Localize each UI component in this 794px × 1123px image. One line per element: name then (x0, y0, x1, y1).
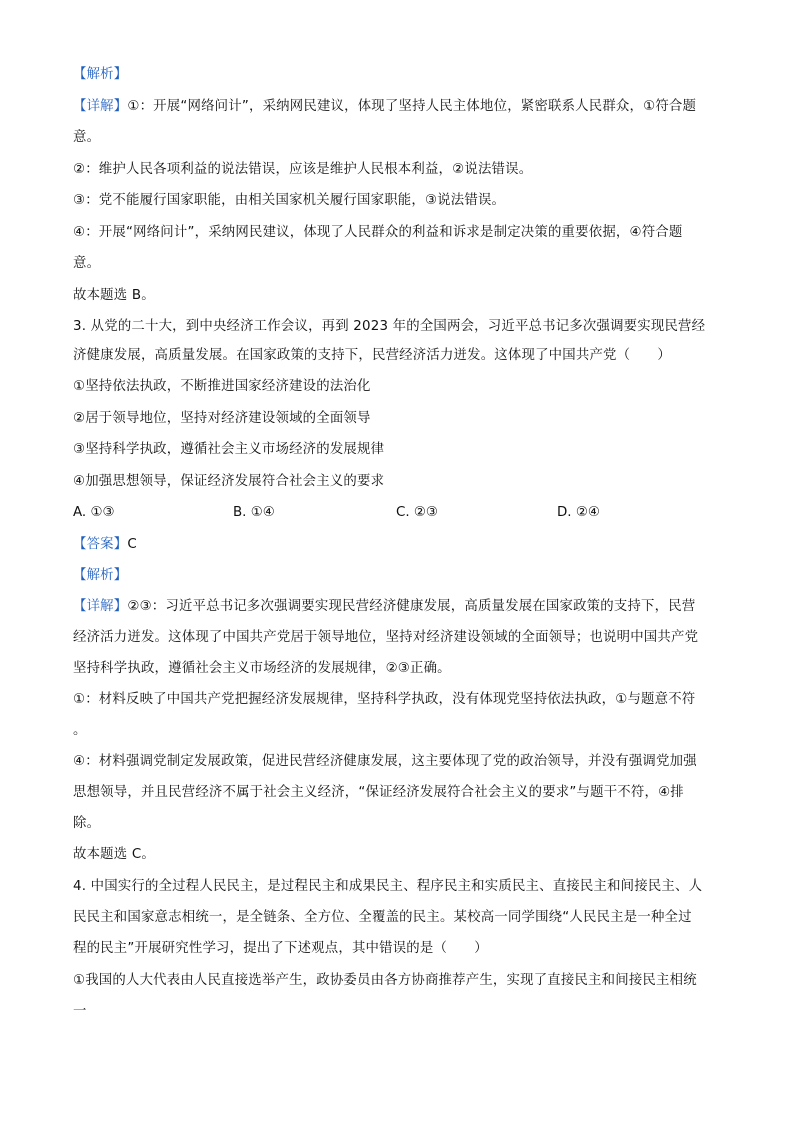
explanation-text: ②③：习近平总书记多次强调要实现民营经济健康发展，高质量发展在国家政策的支持下，民营 (127, 599, 696, 614)
question-stem: 济健康发展，高质量发展。在国家政策的支持下，民营经济活力迸发。这体现了中国共产党（ ） (73, 348, 671, 363)
option-a: A. ①③ (73, 505, 115, 520)
explanation-line-cont: 意。 (73, 256, 101, 271)
question-stem: 程的民主”开展研究性学习，提出了下述观点，其中错误的是（ ） (73, 941, 488, 956)
analysis-heading: 【解析】 (73, 67, 128, 82)
explanation-line (73, 597, 733, 617)
answer-line (73, 535, 733, 555)
explanation-line-cont: 。 (73, 723, 87, 738)
explanation-line: 思想领导，并且民营经济不属于社会主义经济，“保证经济发展符合社会主义的要求”与题干不符，④排 (73, 785, 684, 800)
explanation-line: ②：维护人民各项利益的说法错误，应该是维护人民根本利益，②说法错误。 (73, 162, 533, 177)
explanation-line: ③：党不能履行国家职能，由相关国家机关履行国家职能，③说法错误。 (73, 193, 506, 208)
explanation-line: 坚持科学执政，遵循社会主义市场经济的发展规律，②③正确。 (73, 661, 451, 676)
statement-item: ②居于领导地位，坚持对经济建设领域的全面领导 (73, 411, 371, 426)
detail-tag: 【详解】 (73, 599, 128, 614)
question-stem: 3. 从党的二十大，到中央经济工作会议，再到 2023 年的全国两会，习近平总书记多次强调要实现民营经 (73, 319, 706, 334)
question-stem: 民民主和国家意志相统一，是全链条、全方位、全覆盖的民主。某校高一同学围绕“人民民主是一种全过 (73, 910, 692, 925)
option-d: D. ②④ (557, 505, 600, 520)
detail-tag: 【详解】 (73, 99, 128, 114)
explanation-line-cont: 除。 (73, 816, 101, 831)
conclusion-line: 故本题选 C。 (73, 847, 155, 862)
answer-tag: 【答案】 (73, 537, 128, 552)
explanation-text: ①：开展“网络问计”，采纳网民建议，体现了坚持人民主体地位，紧密联系人民群众，①符合题 (127, 99, 697, 114)
statement-item: ①我国的人大代表由人民直接选举产生，政协委员由各方协商推荐产生，实现了直接民主和间接民主相统 (73, 973, 697, 988)
statement-item: ③坚持科学执政，遵循社会主义市场经济的发展规律 (73, 442, 385, 457)
question-stem: 4. 中国实行的全过程人民民主，是过程民主和成果民主、程序民主和实质民主、直接民主和间接民主、人 (73, 879, 703, 894)
explanation-line: ①：材料反映了中国共产党把握经济发展规律，坚持科学执政，没有体现党坚持依法执政，①与题意不符 (73, 692, 696, 707)
explanation-line: 经济活力迸发。这体现了中国共产党居于领导地位，坚持对经济建设领域的全面领导；也说明中国共产党 (73, 630, 699, 645)
explanation-line (73, 97, 733, 117)
statement-item: ④加强思想领导，保证经济发展符合社会主义的要求 (73, 474, 385, 489)
conclusion-line: 故本题选 B。 (73, 288, 155, 303)
explanation-line-cont: 意。 (73, 130, 101, 145)
option-c: C. ②③ (396, 505, 438, 520)
explanation-line: ④：材料强调党制定发展政策，促进民营经济健康发展，这主要体现了党的政治领导，并没有强调党加强 (73, 754, 697, 769)
statement-item: ①坚持依法执政，不断推进国家经济建设的法治化 (73, 379, 371, 394)
option-b: B. ①④ (233, 505, 275, 520)
analysis-heading: 【解析】 (73, 568, 128, 583)
explanation-line: ④：开展“网络问计”，采纳网民建议，体现了人民群众的利益和诉求是制定决策的重要依据，④符合题 (73, 225, 683, 240)
statement-item-cont: 一 (73, 1004, 87, 1019)
answer-value: C (127, 537, 137, 552)
